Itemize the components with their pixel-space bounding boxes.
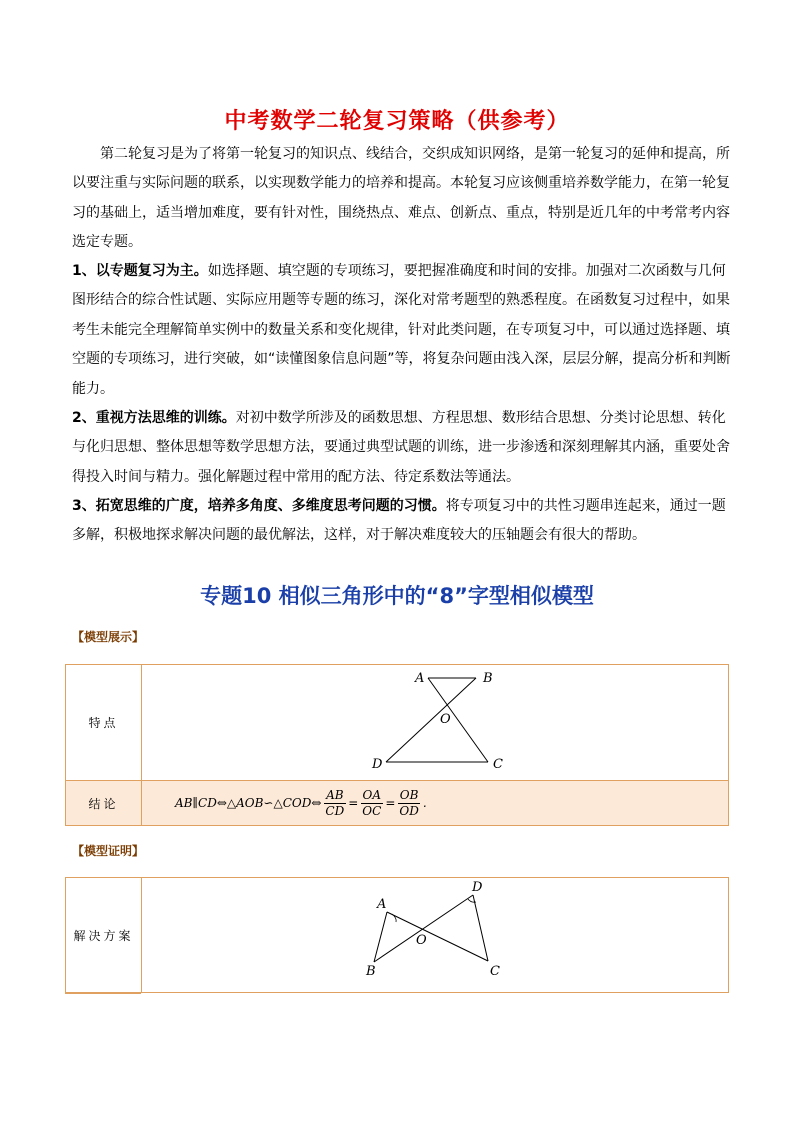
point-3-body: 将专项复习中的共性习题串连起来，通过一题多解，积极地探求解决问题的最优解法，这样，对于解决难度较大的压轴题会有很大的帮助。 bbox=[72, 498, 726, 544]
point-1-paragraph bbox=[72, 257, 732, 404]
point-3-paragraph bbox=[72, 492, 732, 551]
point-1-body: 如选择题、填空题的专项练习，要把握准确度和时间的安排。加强对二次函数与几何图形结合的综合性试题、实际应用题等专题的练习，深化对常考题型的熟悉程度。在函数复习过程中，如果考生未能完全理解简单实例中的数量关系和变化规律，针对此类问题，在专项复习中，可以通过选择题、填空题的专项练习，进行突破，如“读懂图象信息问题”等，将复杂问题由浅入深，层层分解，提高分析和判断能力。 bbox=[72, 263, 731, 397]
proof-table-bottom-accent bbox=[65, 992, 141, 994]
fraction-oa-oc bbox=[360, 788, 383, 819]
point-b-label: B bbox=[366, 964, 376, 979]
segment-ac bbox=[428, 678, 488, 762]
conclusion-formula-cell bbox=[142, 781, 728, 825]
segment-dc bbox=[473, 895, 488, 961]
point-2-paragraph bbox=[72, 404, 732, 492]
solution-figure-cell bbox=[142, 878, 728, 992]
conclusion-label-cell bbox=[66, 781, 142, 825]
topic-title: 专题10 相似三角形中的“8”字型相似模型 bbox=[200, 584, 594, 608]
fraction-2-denominator: OC bbox=[362, 803, 382, 818]
segment-bd bbox=[386, 678, 476, 762]
point-b-label: B bbox=[483, 671, 493, 686]
figure-eight-diagram bbox=[142, 665, 728, 781]
model-display-label: 【模型展示】 bbox=[72, 630, 145, 644]
feature-figure-cell bbox=[142, 665, 728, 781]
feature-label: 特点 bbox=[88, 716, 119, 730]
point-1-heading: 1、以专题复习为主。 bbox=[72, 263, 208, 279]
feature-label-cell bbox=[66, 665, 142, 781]
fraction-ob-od bbox=[397, 788, 420, 819]
solution-label-cell bbox=[66, 878, 142, 992]
point-o-label: O bbox=[416, 933, 427, 948]
similarity-formula bbox=[175, 781, 427, 825]
conclusion-label: 结论 bbox=[88, 796, 119, 811]
point-2-body: 对初中数学所涉及的函数思想、方程思想、数形结合思想、分类讨论思想、转化与化归思想、整体思想等数学思想方法，要通过典型试题的训练，进一步渗透和深刻理解其内涵，重要处舍得投入时间与精力。强化解题过程中常用的配方法、待定系数法等通法。 bbox=[72, 410, 730, 485]
fraction-3-denominator: OD bbox=[399, 803, 419, 818]
point-c-label: C bbox=[490, 964, 500, 979]
formula-lead: AB∥CD⇔△AOB∽△COD⇔ bbox=[175, 796, 322, 810]
fraction-3-numerator: OB bbox=[399, 787, 419, 802]
model-display-table bbox=[65, 664, 729, 826]
point-d-label: D bbox=[372, 757, 383, 772]
fraction-2-numerator: OA bbox=[362, 787, 382, 802]
model-proof-table bbox=[65, 877, 729, 993]
point-2-heading: 2、重视方法思维的训练。 bbox=[72, 410, 236, 426]
point-o-label: O bbox=[440, 712, 451, 727]
fraction-ab-cd bbox=[323, 788, 346, 819]
intro-text: 第二轮复习是为了将第一轮复习的知识点、线结合，交织成知识网络，是第一轮复习的延伸和提高，所以要注重与实际问题的联系，以实现数学能力的培养和提高。本轮复习应该侧重培养数学能力，在第一轮复习的基础上，适当增加难度，要有针对性，围绕热点、难点、创新点、重点，特别是近几年的中考常考内容选定专题。 bbox=[72, 146, 730, 251]
point-d-label: D bbox=[472, 880, 483, 895]
segment-bd bbox=[374, 895, 473, 962]
point-a-label: A bbox=[377, 897, 387, 912]
point-c-label: C bbox=[493, 757, 503, 772]
equals-sign-2: = bbox=[385, 796, 396, 810]
intro-paragraph bbox=[72, 140, 732, 258]
fraction-1-denominator: CD bbox=[325, 803, 345, 818]
fraction-1-numerator: AB bbox=[326, 787, 344, 802]
solution-label: 解决方案 bbox=[73, 928, 134, 943]
equals-sign-1: = bbox=[348, 796, 359, 810]
point-3-heading: 3、拓宽思维的广度，培养多角度、多维度思考问题的习惯。 bbox=[72, 498, 446, 514]
formula-end: . bbox=[422, 796, 427, 810]
main-title: 中考数学二轮复习策略（供参考） bbox=[224, 109, 570, 134]
point-a-label: A bbox=[415, 671, 425, 686]
model-proof-label: 【模型证明】 bbox=[72, 844, 145, 858]
proof-diagram bbox=[142, 878, 728, 992]
